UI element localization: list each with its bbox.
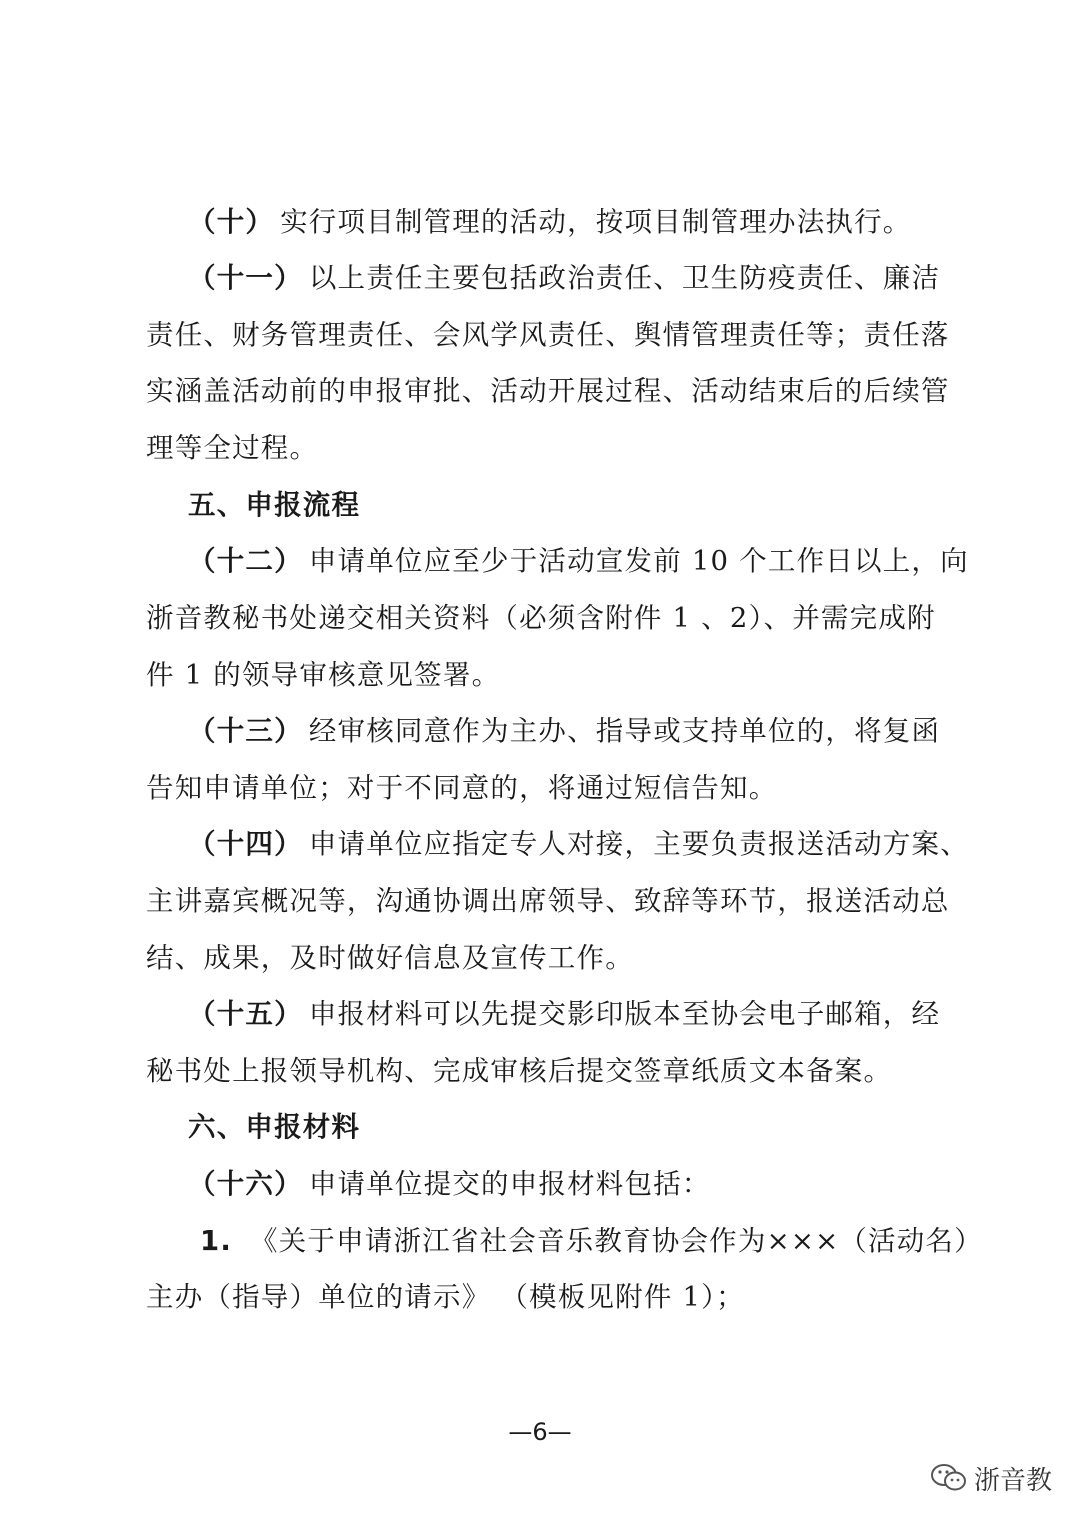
section-heading-5: 五、申报流程 bbox=[188, 489, 361, 521]
paragraph-10-label: （十） bbox=[188, 206, 275, 238]
paragraph-15-label: （十五） bbox=[188, 998, 303, 1030]
paragraph-14-line-3: 结、成果，及时做好信息及宣传工作。 bbox=[146, 942, 634, 974]
paragraph-11-line-3: 实涵盖活动前的申报审批、活动开展过程、活动结束后的后续管 bbox=[146, 375, 950, 407]
paragraph-12-label: （十二） bbox=[188, 545, 303, 577]
paragraph-12-line-3: 件 1 的领导审核意见签署。 bbox=[146, 659, 501, 691]
paragraph-14-line-2: 主讲嘉宾概况等，沟通协调出席领导、致辞等环节，报送活动总 bbox=[146, 885, 950, 917]
paragraph-13-line-2: 告知申请单位；对于不同意的，将通过短信告知。 bbox=[146, 772, 778, 804]
paragraph-16-line-1: （十六） 申请单位提交的申报材料包括： bbox=[188, 1168, 711, 1200]
paragraph-15-line-2: 秘书处上报领导机构、完成审核后提交签章纸质文本备案。 bbox=[146, 1055, 893, 1087]
paragraph-12-line-1: （十二） 申请单位应至少于活动宣发前 10 个工作日以上，向 bbox=[188, 545, 969, 577]
paragraph-11-line-1: （十一） 以上责任主要包括政治责任、卫生防疫责任、廉洁 bbox=[188, 262, 941, 294]
paragraph-15-line-1: （十五） 申报材料可以先提交影印版本至协会电子邮箱，经 bbox=[188, 998, 941, 1030]
list-item-1-line-2: 主办（指导）单位的请示》 （模板见附件 1）； bbox=[146, 1281, 745, 1313]
paragraph-14-label: （十四） bbox=[188, 828, 303, 860]
wechat-icon bbox=[930, 1462, 968, 1494]
paragraph-10-line-1: （十） 实行项目制管理的活动，按项目制管理办法执行。 bbox=[188, 206, 912, 238]
paragraph-11-label: （十一） bbox=[188, 262, 303, 294]
paragraph-11-line-2: 责任、财务管理责任、会风学风责任、舆情管理责任等；责任落 bbox=[146, 319, 950, 351]
paragraph-12-line-2: 浙音教秘书处递交相关资料（必须含附件 1 、2）、并需完成附 bbox=[146, 602, 936, 634]
paragraph-14-line-1: （十四） 申请单位应指定专人对接，主要负责报送活动方案、 bbox=[188, 828, 969, 860]
list-item-1-number: 1. bbox=[200, 1225, 232, 1257]
section-heading-6: 六、申报材料 bbox=[188, 1111, 361, 1143]
paragraph-13-label: （十三） bbox=[188, 715, 303, 747]
page-number: —6— bbox=[508, 1418, 572, 1446]
watermark-text: 浙音教 bbox=[974, 1465, 1053, 1496]
paragraph-11-line-4: 理等全过程。 bbox=[146, 432, 319, 464]
wechat-watermark bbox=[930, 1458, 1052, 1498]
paragraph-13-line-1: （十三） 经审核同意作为主办、指导或支持单位的，将复函 bbox=[188, 715, 941, 747]
list-item-1-line-1: 1. 《关于申请浙江省社会音乐教育协会作为×××（活动名） bbox=[200, 1225, 983, 1257]
paragraph-16-label: （十六） bbox=[188, 1168, 303, 1200]
